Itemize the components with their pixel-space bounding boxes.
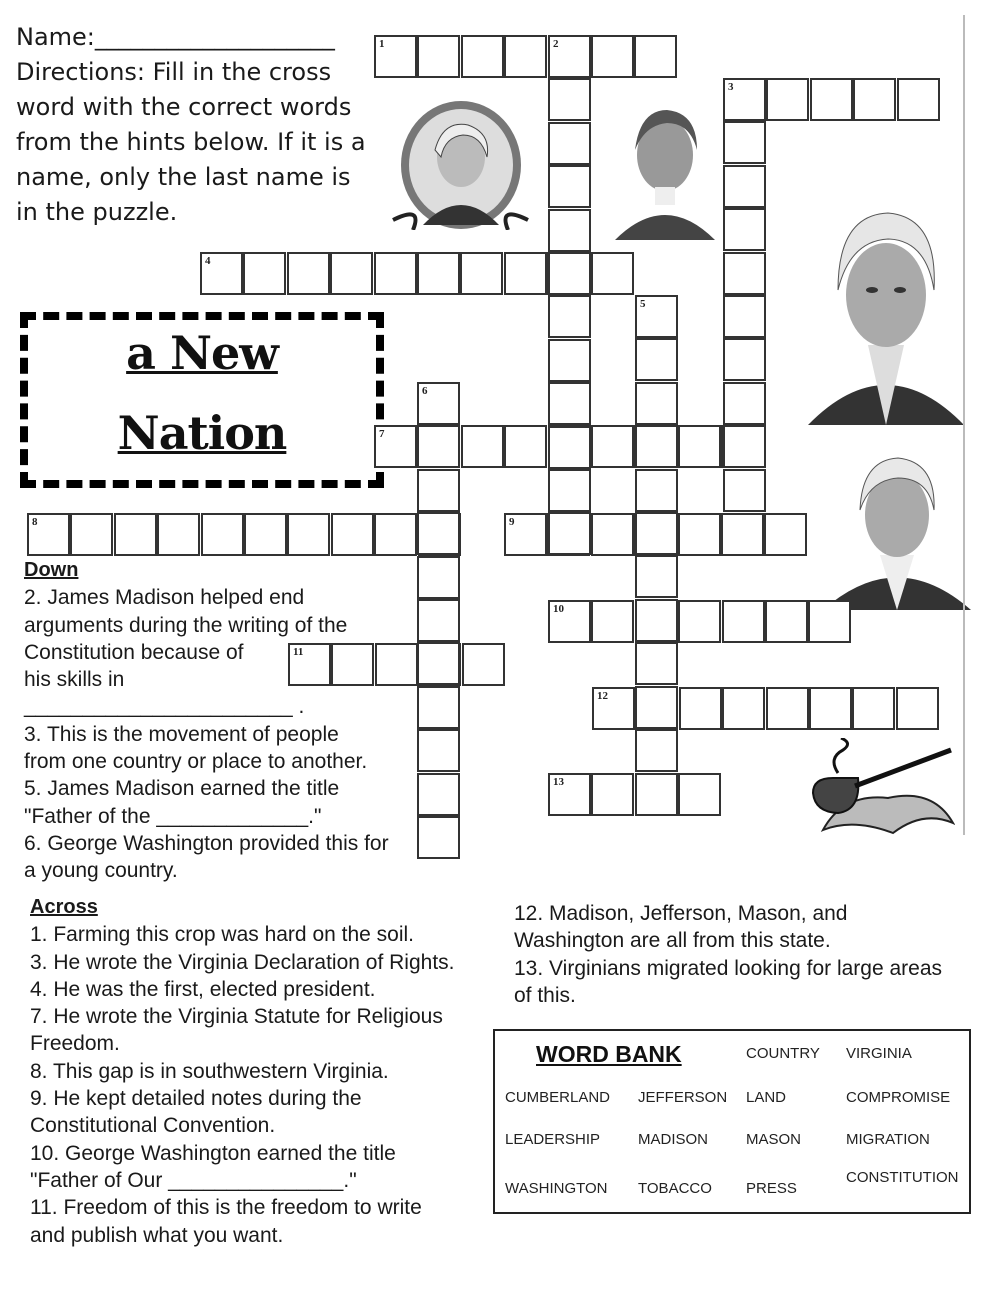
crossword-cell-input[interactable]	[637, 688, 676, 727]
crossword-cell-input[interactable]	[289, 515, 328, 554]
crossword-cell[interactable]	[504, 252, 547, 295]
clue-line: 3. He wrote the Virginia Declaration of Rights.	[30, 950, 455, 974]
crossword-cell-input[interactable]	[725, 210, 764, 249]
crossword-cell[interactable]	[723, 78, 766, 121]
crossword-cell[interactable]	[723, 295, 766, 338]
crossword-cell-input[interactable]	[637, 557, 676, 596]
crossword-cell[interactable]	[591, 513, 634, 556]
clue-line: 12. Madison, Jefferson, Mason, and	[514, 902, 848, 925]
crossword-cell[interactable]	[330, 252, 373, 295]
clue-line: 1. Farming this crop was hard on the soil.	[30, 923, 415, 947]
crossword-cell-input[interactable]	[419, 514, 458, 553]
crossword-cell-input[interactable]	[159, 515, 198, 554]
directions-block	[16, 20, 386, 230]
crossword-cell-input[interactable]	[550, 428, 589, 467]
word-bank-word: LEADERSHIP	[505, 1131, 601, 1148]
crossword-cell[interactable]	[157, 513, 200, 556]
clue-line: 2. James Madison helped end	[24, 586, 305, 610]
crossword-cell[interactable]	[417, 599, 460, 642]
crossword-cell[interactable]	[201, 513, 244, 556]
clue-line: 13. Virginians migrated looking for large areas	[514, 956, 943, 980]
crossword-cell[interactable]	[287, 252, 330, 295]
crossword-cell-input[interactable]	[637, 731, 676, 770]
crossword-cell[interactable]	[635, 555, 678, 598]
crossword-cell-input[interactable]	[506, 254, 545, 293]
crossword-cell-input[interactable]	[725, 427, 764, 466]
crossword-cell[interactable]	[461, 35, 504, 78]
directions-line: in the puzzle.	[16, 198, 178, 226]
crossword-cell[interactable]	[462, 643, 505, 686]
crossword-cell-input[interactable]	[419, 254, 458, 293]
crossword-cell-input[interactable]	[419, 558, 458, 597]
crossword-cell[interactable]	[200, 252, 243, 295]
crossword-cell[interactable]	[678, 600, 721, 643]
word-bank-word: VIRGINIA	[846, 1045, 912, 1062]
crossword-cell-input[interactable]	[594, 689, 633, 728]
clue-line: 9. He kept detailed notes during the	[30, 1087, 362, 1111]
crossword-cell[interactable]	[722, 600, 765, 643]
crossword-cell-input[interactable]	[768, 80, 807, 119]
crossword-cell-input[interactable]	[419, 471, 458, 510]
clue-line: of this.	[514, 983, 576, 1007]
crossword-cell[interactable]	[548, 35, 591, 78]
crossword-cell[interactable]	[114, 513, 157, 556]
crossword-cell-input[interactable]	[376, 427, 415, 466]
page-edge-line	[963, 15, 965, 835]
crossword-cell-input[interactable]	[766, 515, 805, 554]
clue-number: 4	[205, 255, 211, 267]
crossword-cell-input[interactable]	[812, 80, 851, 119]
crossword-cell[interactable]	[548, 426, 591, 469]
crossword-cell[interactable]	[723, 382, 766, 425]
clue-line: 4. He was the first, elected president.	[30, 977, 376, 1001]
crossword-cell[interactable]	[635, 382, 678, 425]
crossword-cell[interactable]	[635, 642, 678, 685]
crossword-cell[interactable]	[591, 252, 634, 295]
crossword-cell[interactable]	[635, 295, 678, 338]
crossword-cell[interactable]	[548, 469, 591, 512]
crossword-cell-input[interactable]	[419, 688, 458, 727]
crossword-cell[interactable]	[417, 469, 460, 512]
crossword-cell-input[interactable]	[550, 80, 589, 119]
crossword-cell[interactable]	[678, 425, 721, 468]
crossword-cell[interactable]	[417, 425, 460, 468]
crossword-cell[interactable]	[591, 773, 634, 816]
portrait-image	[798, 195, 974, 425]
clue-line: 5. James Madison earned the title	[24, 777, 340, 801]
crossword-cell[interactable]	[548, 382, 591, 425]
crossword-cell[interactable]	[591, 425, 634, 468]
crossword-cell[interactable]	[548, 600, 591, 643]
crossword-cell-input[interactable]	[637, 644, 676, 683]
crossword-cell[interactable]	[548, 78, 591, 121]
crossword-cell-input[interactable]	[462, 254, 501, 293]
crossword-cell[interactable]	[331, 513, 374, 556]
across-clues-continued	[514, 900, 942, 1009]
word-bank-word: TOBACCO	[638, 1180, 712, 1197]
clue-number: 7	[379, 428, 385, 440]
crossword-cell[interactable]	[810, 78, 853, 121]
title-line-2: Nation	[117, 406, 287, 460]
crossword-cell[interactable]	[460, 252, 503, 295]
crossword-cell[interactable]	[374, 252, 417, 295]
crossword-cell[interactable]	[417, 729, 460, 772]
crossword-cell[interactable]	[723, 121, 766, 164]
crossword-cell[interactable]	[809, 687, 852, 730]
clue-number: 11	[293, 646, 304, 658]
crossword-cell[interactable]	[723, 469, 766, 512]
crossword-cell-input[interactable]	[724, 602, 763, 641]
crossword-cell-input[interactable]	[681, 689, 720, 728]
crossword-cell[interactable]	[504, 513, 547, 556]
clue-line: a young country.	[24, 859, 178, 883]
crossword-cell-input[interactable]	[898, 689, 937, 728]
crossword-cell[interactable]	[678, 773, 721, 816]
crossword-cell-input[interactable]	[550, 341, 589, 380]
crossword-cell[interactable]	[808, 600, 851, 643]
crossword-cell[interactable]	[417, 773, 460, 816]
crossword-cell-input[interactable]	[550, 254, 589, 293]
crossword-cell-input[interactable]	[854, 689, 893, 728]
crossword-cell[interactable]	[417, 642, 460, 685]
crossword-cell[interactable]	[852, 687, 895, 730]
crossword-cell[interactable]	[70, 513, 113, 556]
clue-line: 10. George Washington earned the title	[30, 1141, 396, 1165]
crossword-cell-input[interactable]	[550, 211, 589, 250]
crossword-cell[interactable]	[243, 252, 286, 295]
crossword-cell-input[interactable]	[419, 37, 458, 76]
crossword-cell[interactable]	[764, 513, 807, 556]
crossword-cell[interactable]	[722, 687, 765, 730]
crossword-cell[interactable]	[374, 35, 417, 78]
title-line-1: a New	[126, 326, 278, 380]
crossword-cell-input[interactable]	[725, 167, 764, 206]
crossword-cell[interactable]	[723, 425, 766, 468]
crossword-cell-input[interactable]	[680, 515, 719, 554]
crossword-cell-input[interactable]	[245, 254, 284, 293]
crossword-cell[interactable]	[287, 513, 330, 556]
crossword-cell-input[interactable]	[637, 601, 676, 640]
clue-line: 7. He wrote the Virginia Statute for Religious	[30, 1005, 443, 1029]
crossword-cell[interactable]	[417, 556, 460, 599]
crossword-cell[interactable]	[591, 600, 634, 643]
word-bank	[493, 1029, 971, 1214]
crossword-cell-input[interactable]	[419, 427, 458, 466]
clue-number: 8	[32, 516, 38, 528]
crossword-cell-input[interactable]	[725, 254, 764, 293]
crossword-cell-input[interactable]	[550, 297, 589, 336]
crossword-cell-input[interactable]	[637, 775, 676, 814]
clue-line: 8. This gap is in southwestern Virginia.	[30, 1059, 389, 1083]
clue-number: 3	[728, 81, 734, 93]
crossword-cell-input[interactable]	[376, 37, 415, 76]
crossword-cell[interactable]	[678, 513, 721, 556]
clue-line: from one country or place to another.	[24, 750, 368, 774]
word-bank-word: MASON	[746, 1131, 802, 1148]
crossword-cell-input[interactable]	[810, 602, 849, 641]
crossword-cell-input[interactable]	[811, 689, 850, 728]
crossword-cell[interactable]	[244, 513, 287, 556]
crossword-cell-input[interactable]	[593, 37, 632, 76]
crossword-cell-input[interactable]	[419, 384, 458, 423]
crossword-cell-input[interactable]	[725, 80, 764, 119]
clue-line: _______________________ .	[24, 695, 305, 719]
word-bank-word: LAND	[746, 1089, 787, 1106]
crossword-cell[interactable]	[635, 686, 678, 729]
crossword-cell[interactable]	[417, 35, 460, 78]
crossword-cell-input[interactable]	[550, 167, 589, 206]
word-bank-word: COMPROMISE	[846, 1089, 951, 1106]
word-bank-word: WASHINGTON	[505, 1180, 608, 1197]
crossword-cell[interactable]	[635, 773, 678, 816]
crossword-cell[interactable]	[548, 209, 591, 252]
crossword-cell[interactable]	[897, 78, 940, 121]
crossword-cell[interactable]	[765, 600, 808, 643]
crossword-cell[interactable]	[721, 513, 764, 556]
crossword-cell-input[interactable]	[376, 515, 415, 554]
directions-line: Directions: Fill in the cross	[16, 58, 332, 86]
crossword-cell[interactable]	[504, 425, 547, 468]
crossword-cell-input[interactable]	[246, 515, 285, 554]
crossword-cell-input[interactable]	[506, 37, 545, 76]
crossword-cell-input[interactable]	[419, 601, 458, 640]
crossword-cell[interactable]	[591, 35, 634, 78]
crossword-cell-input[interactable]	[725, 340, 764, 379]
crossword-cell[interactable]	[723, 252, 766, 295]
crossword-cell[interactable]	[417, 512, 460, 555]
crossword-cell-input[interactable]	[725, 471, 764, 510]
clue-number: 12	[597, 690, 608, 702]
crossword-cell-input[interactable]	[419, 644, 458, 683]
clue-line: 11. Freedom of this is the freedom to write	[30, 1196, 422, 1220]
clue-number: 1	[379, 38, 385, 50]
clue-number: 9	[509, 516, 515, 528]
crossword-cell[interactable]	[461, 425, 504, 468]
crossword-cell[interactable]	[723, 208, 766, 251]
crossword-cell[interactable]	[853, 78, 896, 121]
clue-line: Washington are all from this state.	[514, 929, 831, 953]
crossword-cell-input[interactable]	[29, 515, 68, 554]
crossword-cell-input[interactable]	[855, 80, 894, 119]
crossword-cell-input[interactable]	[550, 384, 589, 423]
crossword-cell-input[interactable]	[637, 384, 676, 423]
crossword-cell-input[interactable]	[550, 124, 589, 163]
crossword-cell-input[interactable]	[419, 731, 458, 770]
crossword-cell-input[interactable]	[767, 602, 806, 641]
word-bank-word: MIGRATION	[846, 1131, 930, 1148]
clue-line: "Father of the _____________."	[24, 804, 322, 828]
portrait-image	[605, 95, 725, 240]
crossword-cell[interactable]	[766, 687, 809, 730]
crossword-cell[interactable]	[592, 687, 635, 730]
crossword-cell-input[interactable]	[680, 775, 719, 814]
crossword-cell-input[interactable]	[550, 602, 589, 641]
crossword-cell[interactable]	[548, 252, 591, 295]
crossword-cell-input[interactable]	[725, 297, 764, 336]
down-clues	[24, 557, 389, 885]
crossword-cell-input[interactable]	[637, 297, 676, 336]
clue-line: and publish what you want.	[30, 1223, 284, 1247]
crossword-cell-input[interactable]	[72, 515, 111, 554]
crossword-cell[interactable]	[548, 295, 591, 338]
clue-line: "Father of Our _______________."	[30, 1168, 357, 1192]
crossword-cell-input[interactable]	[376, 254, 415, 293]
crossword-cell-input[interactable]	[593, 254, 632, 293]
crossword-cell[interactable]	[417, 816, 460, 859]
name-label: Name:____________________	[16, 23, 335, 51]
crossword-cell[interactable]	[548, 773, 591, 816]
crossword-cell[interactable]	[635, 338, 678, 381]
crossword-cell-input[interactable]	[724, 689, 763, 728]
word-bank-word: CONSTITUTION	[846, 1169, 959, 1186]
crossword-cell-input[interactable]	[506, 515, 545, 554]
clue-number: 10	[553, 603, 564, 615]
word-bank-word: PRESS	[746, 1180, 797, 1197]
crossword-cell[interactable]	[634, 35, 677, 78]
clue-line: 3. This is the movement of people	[24, 722, 339, 746]
crossword-cell-input[interactable]	[593, 427, 632, 466]
crossword-cell[interactable]	[27, 513, 70, 556]
crossword-cell-input[interactable]	[332, 254, 371, 293]
crossword-cell[interactable]	[635, 425, 678, 468]
clue-line: 6. George Washington provided this for	[24, 831, 389, 855]
crossword-cell[interactable]	[548, 122, 591, 165]
crossword-cell-input[interactable]	[506, 427, 545, 466]
crossword-cell[interactable]	[635, 469, 678, 512]
crossword-cell-input[interactable]	[333, 515, 372, 554]
crossword-cell-input[interactable]	[637, 471, 676, 510]
crossword-cell-input[interactable]	[899, 80, 938, 119]
clue-number: 5	[640, 298, 646, 310]
crossword-cell-input[interactable]	[463, 37, 502, 76]
crossword-cell[interactable]	[548, 339, 591, 382]
crossword-cell-input[interactable]	[593, 602, 632, 641]
crossword-cell[interactable]	[417, 252, 460, 295]
clue-number: 6	[422, 385, 428, 397]
crossword-cell-input[interactable]	[419, 775, 458, 814]
directions-line: word with the correct words	[16, 93, 352, 121]
clue-number: 13	[553, 776, 564, 788]
crossword-cell[interactable]	[417, 686, 460, 729]
crossword-cell[interactable]	[417, 382, 460, 425]
crossword-cell[interactable]	[896, 687, 939, 730]
crossword-cell-input[interactable]	[289, 254, 328, 293]
crossword-cell-input[interactable]	[550, 514, 589, 553]
down-heading: Down	[24, 559, 79, 581]
crossword-cell-input[interactable]	[593, 775, 632, 814]
clue-line: his skills in	[24, 668, 125, 692]
crossword-cell-input[interactable]	[768, 689, 807, 728]
crossword-cell-input[interactable]	[463, 427, 502, 466]
word-bank-word: JEFFERSON	[638, 1089, 728, 1106]
directions-line: name, only the last name is	[16, 163, 351, 191]
crossword-cell-input[interactable]	[637, 340, 676, 379]
crossword-cell-input[interactable]	[725, 384, 764, 423]
crossword-cell-input[interactable]	[550, 775, 589, 814]
crossword-cell[interactable]	[504, 35, 547, 78]
clue-line: arguments during the writing of the	[24, 613, 348, 637]
tobacco-pipe-image	[793, 738, 955, 838]
crossword-cell[interactable]	[635, 512, 678, 555]
clue-line: Freedom.	[30, 1032, 120, 1056]
crossword-cell[interactable]	[374, 513, 417, 556]
word-bank-title: WORD BANK	[536, 1041, 682, 1067]
crossword-cell[interactable]	[635, 599, 678, 642]
word-bank-word: COUNTRY	[746, 1045, 820, 1062]
crossword-cell-input[interactable]	[680, 427, 719, 466]
crossword-cell-input[interactable]	[464, 645, 503, 684]
dollar-portrait-image	[383, 95, 538, 230]
clue-line: Constitution because of	[24, 640, 244, 664]
crossword-cell[interactable]	[723, 165, 766, 208]
crossword-cell-input[interactable]	[419, 818, 458, 857]
directions-line: from the hints below. If it is a	[16, 128, 366, 156]
crossword-cell[interactable]	[548, 165, 591, 208]
across-heading: Across	[30, 896, 98, 918]
crossword-cell-input[interactable]	[680, 602, 719, 641]
crossword-cell-input[interactable]	[636, 37, 675, 76]
crossword-cell-input[interactable]	[723, 515, 762, 554]
word-bank-word: MADISON	[638, 1131, 709, 1148]
crossword-cell[interactable]	[374, 425, 417, 468]
crossword-cell-input[interactable]	[203, 515, 242, 554]
portrait-image	[818, 440, 976, 610]
crossword-cell-input[interactable]	[725, 123, 764, 162]
clue-line: Constitutional Convention.	[30, 1114, 276, 1138]
crossword-cell-input[interactable]	[637, 427, 676, 466]
crossword-cell[interactable]	[723, 338, 766, 381]
crossword-cell[interactable]	[548, 512, 591, 555]
title-box	[20, 312, 384, 488]
crossword-cell-input[interactable]	[550, 37, 589, 76]
crossword-cell-input[interactable]	[116, 515, 155, 554]
crossword-cell[interactable]	[635, 729, 678, 772]
crossword-cell[interactable]	[679, 687, 722, 730]
word-bank-word: CUMBERLAND	[505, 1089, 611, 1106]
crossword-cell-input[interactable]	[593, 515, 632, 554]
crossword-cell-input[interactable]	[637, 514, 676, 553]
crossword-cell-input[interactable]	[202, 254, 241, 293]
across-clues	[30, 894, 455, 1249]
crossword-cell-input[interactable]	[550, 471, 589, 510]
clue-number: 2	[553, 38, 559, 50]
crossword-cell[interactable]	[766, 78, 809, 121]
